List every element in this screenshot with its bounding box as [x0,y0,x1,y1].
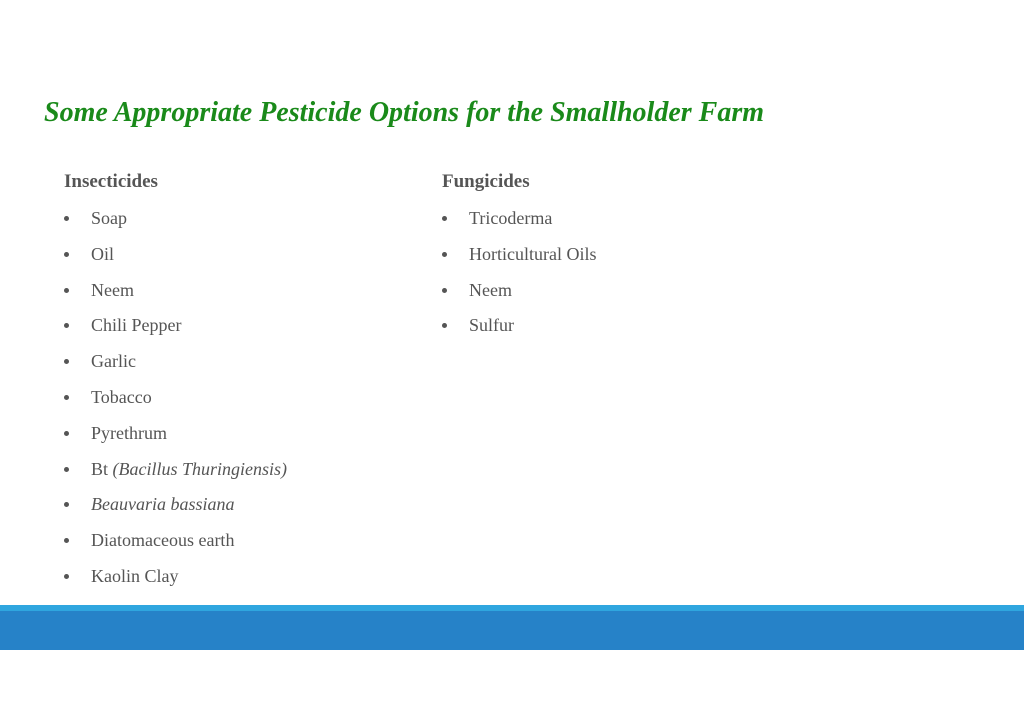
item-text: Soap [91,208,127,228]
item-text: Oil [91,243,115,264]
list-item [64,313,287,349]
list-item [442,206,596,242]
fungicides-list [442,206,596,349]
item-text: Sulfur [469,315,514,336]
bullet-icon [64,431,69,436]
item-text: Neem [469,279,512,300]
list-item [64,528,287,564]
list-item [64,564,287,600]
bullet-icon [64,502,69,507]
item-text: Horticultural Oils [469,243,597,264]
bullet-icon [64,467,69,472]
bullet-icon [64,574,69,579]
insecticides-heading: Insecticides [64,171,158,192]
footer-band [0,611,1024,650]
item-italic-text: Beauvaria bassiana [91,494,235,515]
item-text: Neem [91,279,134,300]
bullet-icon [64,252,69,257]
fungicides-heading: Fungicides [442,171,530,192]
list-item [64,349,287,385]
bullet-icon [442,323,447,328]
item-text: Tobacco [91,386,152,407]
item-text: Kaolin Clay [91,565,179,586]
bullet-icon [64,538,69,543]
item-text: Tricoderma [469,208,553,228]
list-item [442,242,596,278]
list-item [64,242,287,278]
list-item [442,313,596,349]
item-italic-text: (Bacillus Thuringiensis) [112,458,288,479]
list-item [64,385,287,421]
bullet-icon [442,288,447,293]
insecticides-column [64,170,287,600]
list-item [64,457,287,493]
fungicides-column [442,170,596,349]
insecticides-list [64,206,287,600]
bullet-icon [64,359,69,364]
list-item [64,421,287,457]
bullet-icon [442,216,447,221]
list-item [64,492,287,528]
list-item [442,278,596,314]
item-text: Bt [91,458,109,479]
bullet-icon [64,323,69,328]
bullet-icon [64,216,69,221]
slide-title: Some Appropriate Pesticide Options for the Smallholder Farm [44,97,765,128]
item-text: Garlic [91,351,136,372]
bullet-icon [442,252,447,257]
bullet-icon [64,288,69,293]
item-text: Pyrethrum [91,422,167,443]
list-item [64,278,287,314]
item-text: Diatomaceous earth [91,530,235,551]
list-item [64,206,287,242]
item-text: Chili Pepper [91,315,182,336]
bullet-icon [64,395,69,400]
